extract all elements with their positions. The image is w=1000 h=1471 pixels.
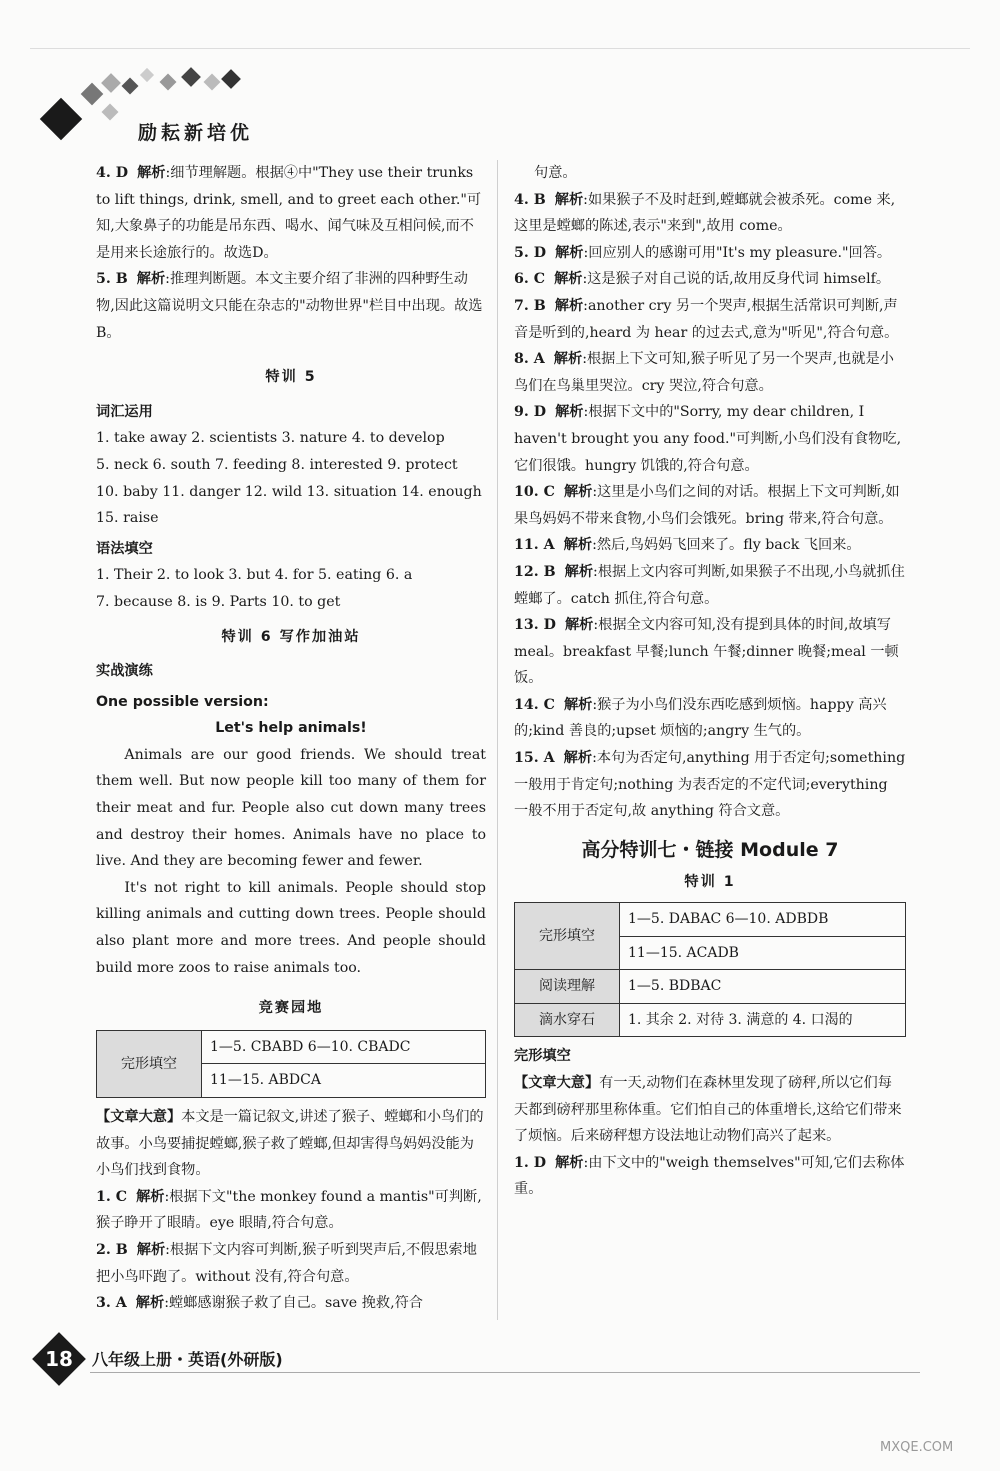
item-label: 解析	[564, 563, 594, 580]
item-text: :细节理解题。根据④中"They use their trunks to lift things, drink, smell, and to greet each other."可知,大象鼻子的功能是吊东西、喝水、闻气味及互相问候,而不是用来长途旅行的。故选D。	[96, 165, 482, 261]
item-text: :螳螂感谢猴子救了自己。save 挽救,符合	[164, 1295, 423, 1312]
item-text: :这里是小鸟们之间的对话。根据上下文可判断,如果鸟妈妈不带来食物,小鸟们会饿死。bring 带来,符合句意。	[514, 484, 900, 527]
item-label: 解析	[554, 297, 584, 314]
answer-item	[96, 1237, 486, 1290]
item-text: :然后,鸟妈妈飞回来了。fly back 飞回来。	[592, 537, 861, 554]
item-label: 解析	[564, 617, 594, 634]
vocab-title: 词汇运用	[96, 403, 153, 420]
item-number: 5. D	[514, 244, 547, 261]
item-number: 13. D	[514, 617, 556, 634]
item-number: 12. B	[514, 563, 556, 580]
column-divider	[497, 160, 498, 1320]
essay-title: Let's help animals!	[215, 720, 367, 737]
answer-item	[514, 399, 906, 479]
answer-item	[514, 187, 906, 240]
item-label: 解析	[553, 351, 583, 368]
item-text: :根据全文内容可知,没有提到具体的时间,故填写 meal。breakfast 早餐;lunch 午餐;dinner 晚餐;meal 一顿饭。	[514, 617, 899, 687]
vocab-line: 1. take away 2. scientists 3. nature 4. to develop	[96, 430, 445, 447]
table-head: 阅读理解	[515, 970, 620, 1004]
vocab-line: 10. baby 11. danger 12. wild 13. situation 14. enough	[96, 483, 482, 500]
item-label: 解析	[555, 404, 584, 421]
item-text: :回应别人的感谢可用"It's my pleasure."回答。	[583, 244, 892, 261]
item-number: 10. C	[514, 484, 555, 501]
answer-item	[96, 160, 486, 266]
item-text: :推理判断题。本文主要介绍了非洲的四种野生动物,因此这篇说明文只能在杂志的"动物世界"栏目中出现。故选B。	[96, 271, 483, 341]
item-text: :这是猴子对自己说的话,故用反身代词 himself。	[582, 271, 891, 288]
item-text: :猴子为小鸟们没东西吃感到烦恼。happy 高兴的;kind 善良的;upset 烦恼的;angry 生气的。	[514, 696, 887, 740]
book-title: 八年级上册・英语(外研版)	[92, 1350, 283, 1369]
item-text: :本句为否定句,anything 用于否定句;something 一般用于肯定句;nothing 为表否定的不定代词;everything 一般不用于否定句,故 anything 符合文意。	[514, 750, 906, 820]
summary-label: 【文章大意】	[514, 1075, 600, 1091]
table-head: 完形填空	[97, 1030, 202, 1097]
answer-item	[96, 1290, 486, 1317]
left-column	[96, 160, 486, 1317]
answer-item	[96, 1184, 486, 1237]
item-label: 解析	[555, 244, 584, 261]
essay-paragraph: Animals are our good friends. We should treat them well. But now people kill too many of them for their meat and fur. People also cut down many trees and destroy their homes. Animals have no place to live. And they are becoming fewer and fewer.	[96, 746, 486, 870]
item-number: 7. B	[514, 297, 546, 314]
item-label: 解析	[135, 1295, 165, 1312]
answer-item	[514, 745, 906, 825]
section-title-t5: 特训 5	[265, 369, 317, 386]
version-label: One possible version:	[96, 693, 269, 710]
watermark: MXQE.COM	[880, 1440, 954, 1455]
table-cell: 1. 其余 2. 对待 3. 满意的 4. 口渴的	[620, 1003, 906, 1037]
answer-item	[514, 266, 906, 293]
bottom-rule	[90, 1372, 920, 1373]
item-label: 解析	[563, 537, 593, 554]
item-label: 解析	[554, 191, 584, 208]
answer-item	[514, 240, 906, 267]
item-label: 解析	[563, 750, 593, 767]
item-text: :根据下文中的"Sorry, my dear children, I haven't brought you any food."可判断,小鸟们没有食物吃,它们很饿。hungry 饥饿的,符合句意。	[514, 404, 902, 474]
item-number: 4. D	[96, 165, 129, 181]
vocab-line: 15. raise	[96, 510, 159, 527]
answer-item	[514, 559, 906, 612]
answer-item	[514, 479, 906, 532]
grammar-title: 语法填空	[96, 540, 153, 557]
table-cell: 11—15. ACADB	[620, 936, 906, 970]
item-text: :根据下文内容可判断,猴子听到哭声后,不假思索地把小鸟吓跑了。without 没有,符合句意。	[96, 1241, 477, 1285]
item-number: 3. A	[96, 1295, 127, 1312]
brand-title: 励耘新培优	[138, 122, 254, 144]
section-title-t6: 特训 6 写作加油站	[221, 628, 361, 645]
item-label: 解析	[554, 271, 583, 288]
page-number: 18	[45, 1347, 73, 1371]
answer-item	[514, 1150, 906, 1203]
answer-item	[514, 532, 906, 559]
answer-item	[514, 612, 906, 692]
summary-text: 本文是一篇记叙文,讲述了猴子、螳螂和小鸟们的故事。小鸟要捕捉螳螂,猴子救了螳螂,但却害得鸟妈妈没能为小鸟们找到食物。	[96, 1109, 484, 1179]
answer-item	[514, 293, 906, 346]
item-text: :由下文中的"weigh themselves"可知,它们去称体重。	[514, 1154, 905, 1198]
table-cell: 11—15. ABDCA	[202, 1064, 486, 1098]
summary-label: 【文章大意】	[96, 1109, 182, 1125]
item-number: 8. A	[514, 351, 545, 368]
cloze-title: 完形填空	[514, 1048, 571, 1065]
item-text: :another cry 另一个哭声,根据生活常识可判断,声音是听到的,heard 为 hear 的过去式,意为"听见",符合句意。	[514, 297, 899, 341]
item-text: :根据上文内容可判断,如果猴子不出现,小鸟就抓住螳螂了。catch 抓住,符合句意。	[514, 563, 905, 607]
section-title-t1: 特训 1	[684, 874, 736, 891]
table-head: 滴水穿石	[515, 1003, 620, 1037]
item-label: 解析	[136, 271, 166, 288]
vocab-line: 5. neck 6. south 7. feeding 8. interested 9. protect	[96, 456, 458, 473]
item-label: 解析	[136, 1188, 165, 1205]
right-column	[514, 160, 906, 1203]
module-section-title: 高分特训七・链接 Module 7	[581, 838, 839, 861]
item-number: 11. A	[514, 537, 555, 554]
item-text: :根据下文"the monkey found a mantis"可判断,猴子睁开了眼睛。eye 眼睛,符合句意。	[96, 1188, 482, 1232]
item-label: 解析	[137, 165, 166, 181]
essay-paragraph: It's not right to kill animals. People should stop killing animals and cutting down trees. People should also plant more and more trees. And people should build more zoos to raise animals too.	[96, 879, 486, 976]
item-number: 6. C	[514, 271, 546, 288]
practice-title: 实战演练	[96, 663, 153, 680]
item-number: 15. A	[514, 750, 555, 767]
grammar-line: 7. because 8. is 9. Parts 10. to get	[96, 593, 341, 610]
item-number: 2. B	[96, 1241, 128, 1258]
answer-item	[514, 346, 906, 399]
item-number: 1. D	[514, 1154, 547, 1171]
table-cell: 1—5. CBABD 6—10. CBADC	[202, 1030, 486, 1064]
contest-answer-table	[96, 1030, 486, 1098]
answer-item	[96, 266, 486, 346]
item-number: 4. B	[514, 191, 546, 208]
item-label: 解析	[563, 484, 593, 501]
contest-title: 竞赛园地	[258, 1000, 324, 1017]
summary	[514, 1070, 906, 1150]
module-answer-table	[514, 902, 906, 1037]
item-number: 9. D	[514, 404, 547, 421]
item-label: 解析	[563, 696, 593, 713]
table-cell: 1—5. DABAC 6—10. ADBDB	[620, 903, 906, 937]
grammar-line: 1. Their 2. to look 3. but 4. for 5. eating 6. a	[96, 567, 413, 584]
summary-text: 有一天,动物们在森林里发现了磅秤,所以它们每天都到磅秤那里称体重。它们怕自己的体重增长,这给它们带来了烦恼。后来磅秤想方设法地让动物们高兴了起来。	[514, 1075, 902, 1145]
item-text: :根据上下文可知,猴子听见了另一个哭声,也就是小鸟们在鸟巢里哭泣。cry 哭泣,符合句意。	[514, 351, 894, 394]
summary	[96, 1104, 486, 1184]
continued-line: 句意。	[534, 165, 577, 181]
top-rule	[30, 48, 970, 49]
item-label: 解析	[555, 1154, 584, 1171]
item-text: :如果猴子不及时赶到,螳螂就会被杀死。come 来,这里是螳螂的陈述,表示"来到",故用 come。	[514, 191, 896, 235]
item-number: 14. C	[514, 696, 555, 713]
item-label: 解析	[136, 1241, 166, 1258]
item-number: 1. C	[96, 1188, 128, 1205]
table-cell: 1—5. BDBAC	[620, 970, 906, 1004]
table-head: 完形填空	[515, 903, 620, 970]
item-number: 5. B	[96, 271, 128, 288]
answer-item	[514, 692, 906, 745]
